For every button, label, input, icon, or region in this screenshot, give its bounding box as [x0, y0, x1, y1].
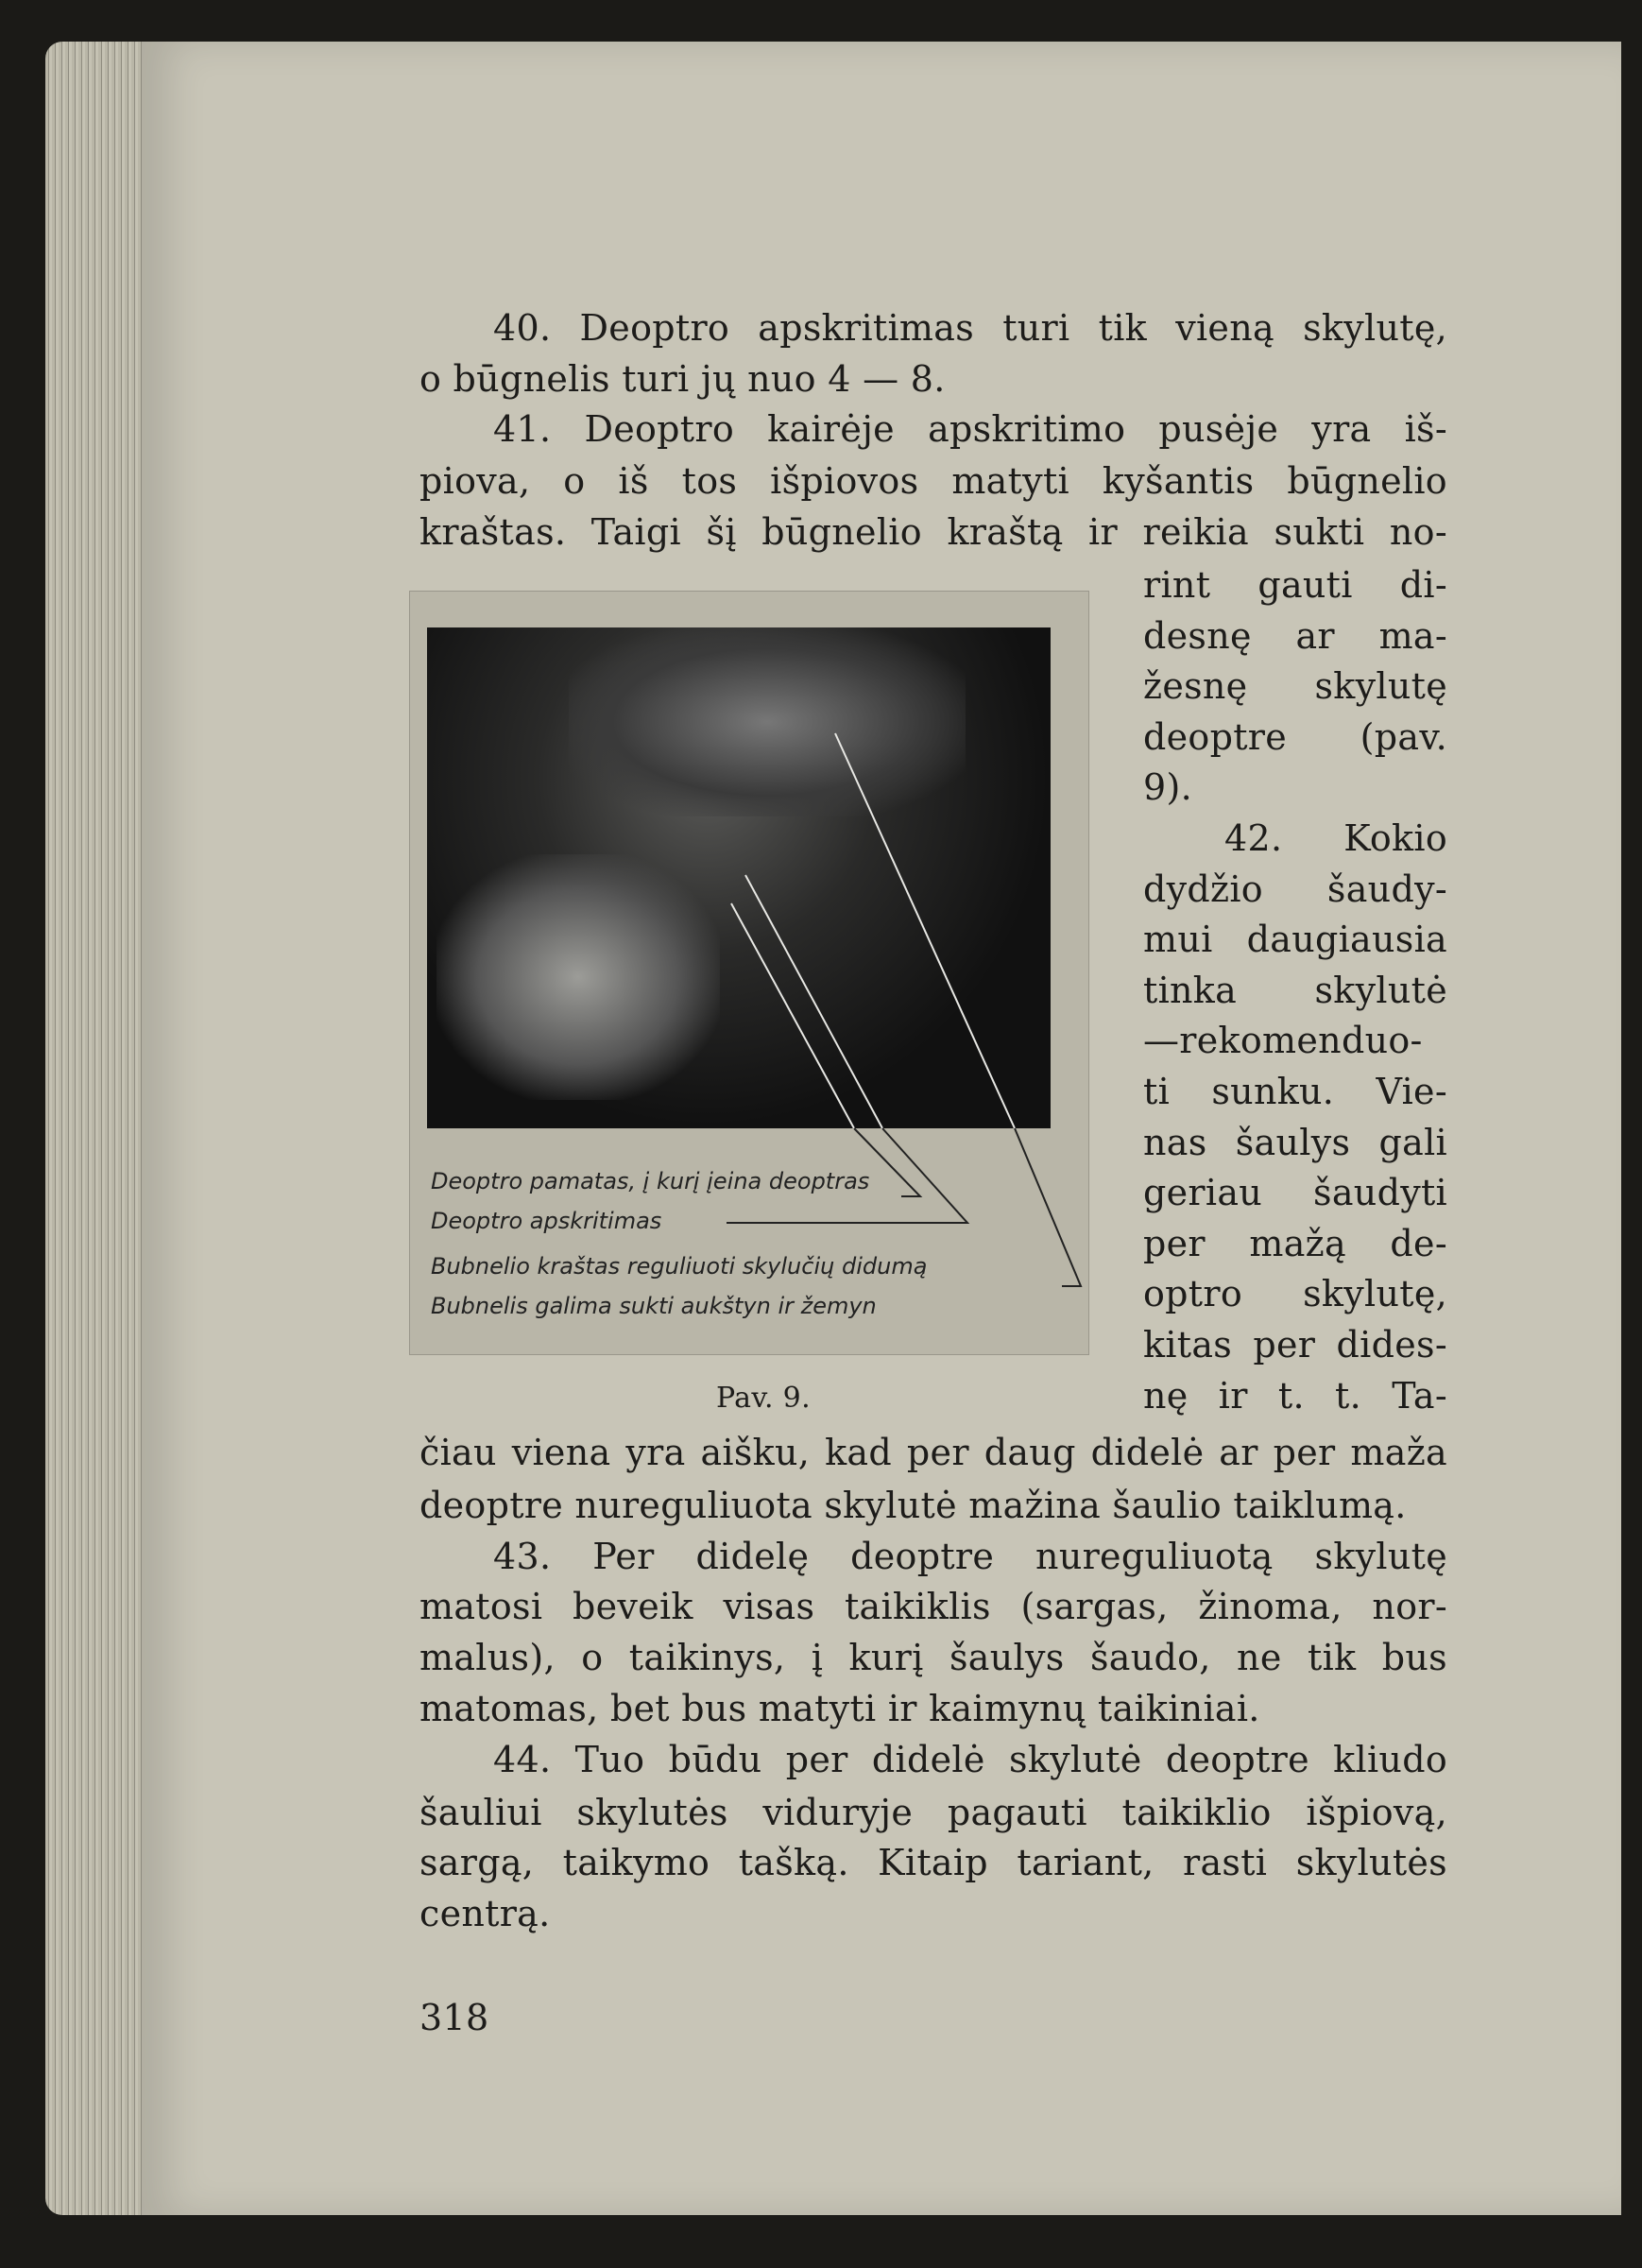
- text-line: kitas per dides-: [1143, 1324, 1447, 1366]
- text-line: deoptre nureguliuota skylutė mažina šaulio taiklumą.: [419, 1485, 1407, 1526]
- figure-label: Deoptro apskritimas: [431, 1208, 662, 1234]
- text-line: 42. Kokio: [1224, 817, 1447, 859]
- text-line: dydžio šaudy-: [1143, 868, 1447, 910]
- figure-label: Deoptro pamatas, į kurį įeina deoptras: [431, 1168, 870, 1194]
- text-line: ti sunku. Vie-: [1143, 1071, 1447, 1112]
- page-number: 318: [419, 1997, 489, 2038]
- text-line: 43. Per didelę deoptre nureguliuotą skylutę: [493, 1536, 1447, 1577]
- text-line: piova, o iš tos išpiovos matyti kyšantis būgnelio: [419, 460, 1447, 502]
- text-line: čiau viena yra aišku, kad per daug didelė ar per maža: [419, 1432, 1447, 1473]
- text-line: šauliui skylutės viduryje pagauti taikiklio išpiovą,: [419, 1792, 1447, 1833]
- text-line: žesnę skylutę: [1143, 665, 1447, 708]
- text-line: mui daugiausia: [1143, 919, 1447, 961]
- label-leader-lines: [410, 592, 1088, 1354]
- text-line: nę ir t. t. Ta-: [1143, 1374, 1447, 1417]
- text-line: deoptre (pav.: [1143, 715, 1447, 758]
- text-line: sargą, taikymo tašką. Kitaip tariant, rasti skylutės: [419, 1842, 1447, 1883]
- text-line: tinka skylutė: [1143, 969, 1447, 1011]
- text-line: 40. Deoptro apskritimas turi tik vieną skylutę,: [493, 307, 1447, 349]
- text-line: malus), o taikinys, į kurį šaulys šaudo, ne tik bus: [419, 1637, 1447, 1678]
- text-line: optro skylutę,: [1143, 1273, 1447, 1315]
- text-line: 44. Tuo būdu per didelė skylutė deoptre kliudo: [493, 1739, 1447, 1780]
- figure-9: [409, 591, 1089, 1355]
- figure-label: Bubnelis galima sukti aukštyn ir žemyn: [431, 1293, 877, 1319]
- text-line: per mažą de-: [1143, 1222, 1447, 1264]
- text-line: geriau šaudyti: [1143, 1172, 1447, 1214]
- text-line: nas šaulys gali: [1143, 1121, 1447, 1163]
- text-line: rint gauti di-: [1143, 564, 1447, 606]
- figure-caption: Pav. 9.: [716, 1382, 811, 1415]
- text-line: 41. Deoptro kairėje apskritimo pusėje yra iš-: [493, 408, 1447, 450]
- text-line: matomas, bet bus matyti ir kaimynų taikiniai.: [419, 1688, 1260, 1729]
- text-line: 9).: [1143, 766, 1192, 809]
- text-line: desnę ar ma-: [1143, 614, 1447, 657]
- book-page-edges: [45, 42, 149, 2215]
- figure-label: Bubnelio kraštas reguliuoti skylučių didumą: [431, 1253, 928, 1280]
- text-line: matosi beveik visas taikiklis (sargas, žinoma, nor-: [419, 1586, 1447, 1627]
- text-line: —rekomenduo-: [1143, 1020, 1423, 1062]
- text-line: centrą.: [419, 1893, 551, 1934]
- text-line: kraštas. Taigi šį būgnelio kraštą ir reikia sukti no-: [419, 511, 1447, 553]
- text-line: o būgnelis turi jų nuo 4 — 8.: [419, 358, 946, 400]
